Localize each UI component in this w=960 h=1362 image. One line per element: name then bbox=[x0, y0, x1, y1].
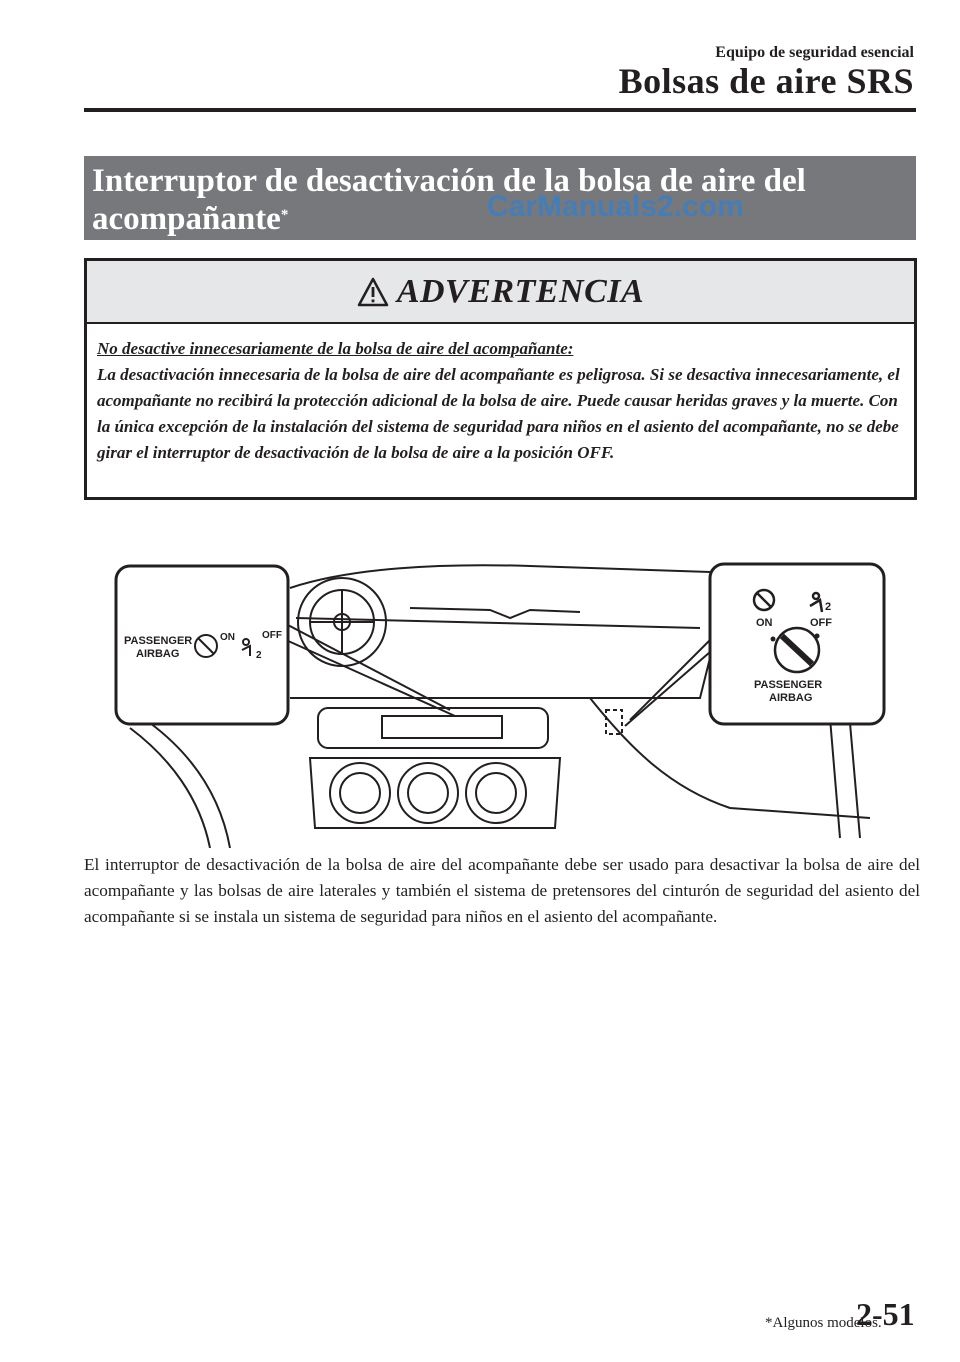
warning-text: La desactivación innecesaria de la bolsa de aire del acompañante es peligrosa. Si se desactiva innecesariamente, el acompañante no recibirá la protección adicional de la bolsa de aire. Puede causar heridas graves y la muerte. Con la única excepción de la instalación del sistema de seguridad para niños en el asiento del acompañante, no se debe girar el interruptor de desactivación de la bolsa de aire a la posición OFF. bbox=[97, 365, 900, 462]
running-header-section: Equipo de seguridad esencial bbox=[715, 44, 914, 61]
left-label-airbag: AIRBAG bbox=[136, 648, 180, 660]
right-label-off: OFF bbox=[810, 617, 832, 629]
warning-heading: ADVERTENCIA bbox=[396, 272, 645, 310]
warning-triangle-icon bbox=[357, 277, 389, 307]
header-rule bbox=[84, 108, 916, 112]
footnote: *Algunos modelos. bbox=[765, 1315, 882, 1331]
left-label-two: 2 bbox=[256, 650, 262, 661]
section-title-line-2: acompañante bbox=[92, 201, 281, 237]
right-label-on: ON bbox=[756, 617, 773, 629]
page-number: 2-51 bbox=[856, 1296, 915, 1332]
title-footnote-marker: * bbox=[280, 207, 289, 223]
body-paragraph: El interruptor de desactivación de la bolsa de aire del acompañante debe ser usado para desactivar la bolsa de aire del acompañante y las bolsas de aire laterales y también el sistema de pretensores del cinturón de seguridad del asiento del acompañante si se instala un sistema de seguridad para niños en el asiento del acompañante. bbox=[84, 855, 920, 926]
watermark: CarManuals2.com bbox=[487, 190, 744, 223]
dashboard-illustration bbox=[110, 548, 890, 848]
warning-lead: No desactive innecesariamente de la bolsa de aire del acompañante: bbox=[97, 339, 574, 358]
section-title-line-1: Interruptor de desactivación de la bolsa de aire del bbox=[92, 163, 806, 199]
warning-box bbox=[84, 258, 917, 500]
left-label-on: ON bbox=[220, 632, 235, 643]
right-label-passenger: PASSENGER bbox=[754, 679, 823, 691]
warning-body bbox=[87, 324, 914, 466]
left-label-passenger: PASSENGER bbox=[124, 635, 193, 647]
left-label-off: OFF bbox=[262, 630, 282, 641]
running-header-chapter: Bolsas de aire SRS bbox=[618, 61, 914, 101]
right-label-two: 2 bbox=[825, 601, 832, 613]
warning-header bbox=[87, 261, 914, 324]
right-label-airbag: AIRBAG bbox=[769, 692, 813, 704]
